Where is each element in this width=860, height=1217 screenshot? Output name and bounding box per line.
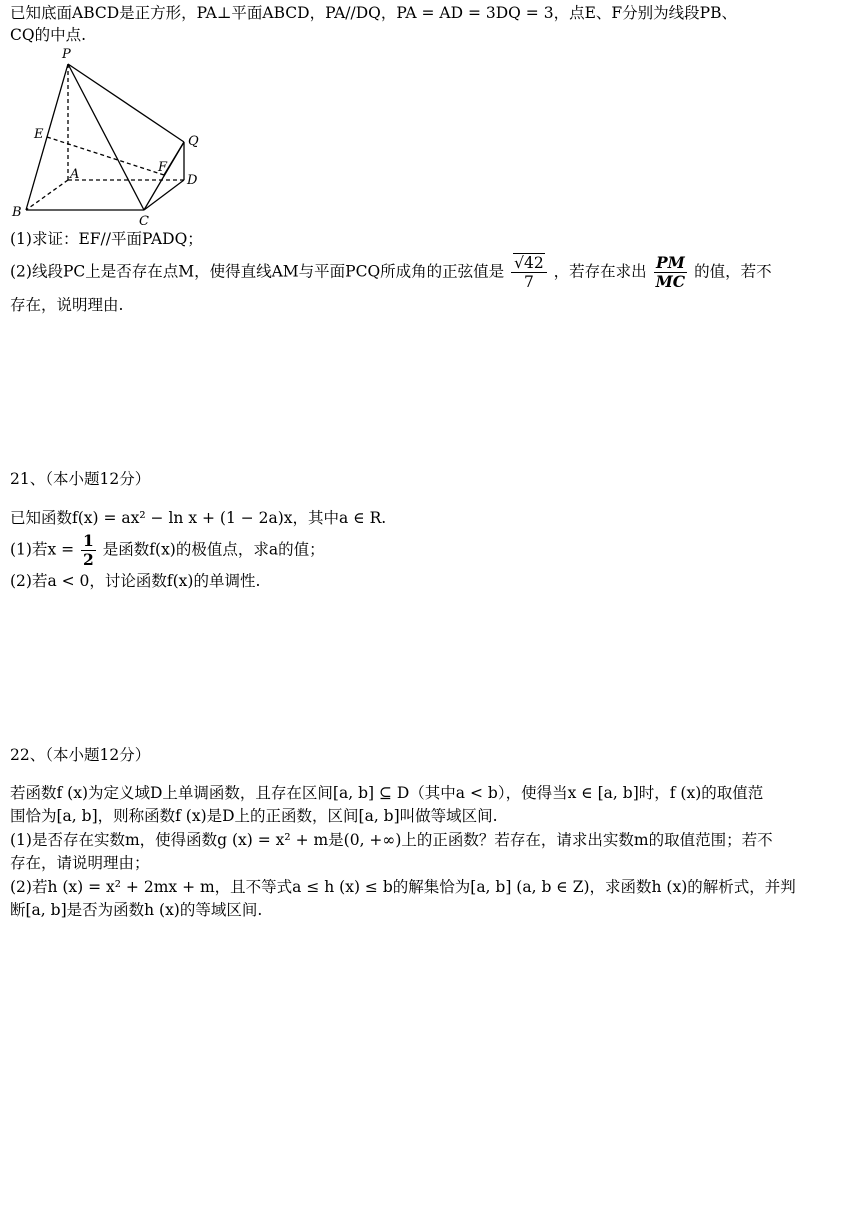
label-C: C — [139, 214, 149, 229]
q22-header: 22、（本小题12分） — [10, 746, 151, 764]
q22-part2-line2: 断[a, b]是否为函数h (x)的等域区间. — [10, 901, 263, 919]
q22-part2-line1: (2)若h (x) = x² + 2mx + m，且不等式a ≤ h (x) ≤ b的解集恰为[a, b] (a, b ∈ Z)，求函数h (x)的解析式，并判 — [10, 878, 796, 896]
q20-intro-line2: CQ的中点. — [10, 26, 86, 44]
q20-part2-text-b: ，若存在求出 — [553, 262, 647, 281]
ratio-numerator: PM — [654, 254, 688, 273]
sine-denominator: 7 — [523, 273, 534, 291]
label-D: D — [187, 173, 198, 188]
sine-numerator: √42 — [514, 254, 544, 272]
q21-header: 21、（本小题12分） — [10, 470, 151, 488]
ratio-fraction — [654, 254, 688, 291]
q20-part2-line2: 存在，说明理由. — [10, 296, 124, 314]
q21-part2: (2)若a < 0，讨论函数f(x)的单调性. — [10, 572, 261, 590]
label-F: F — [158, 160, 168, 175]
label-P: P — [62, 47, 71, 62]
ratio-denominator: MC — [655, 272, 686, 291]
q21-stem: 已知函数f(x) = ax² − ln x + (1 − 2a)x，其中a ∈ R. — [10, 509, 387, 527]
label-A: A — [70, 167, 80, 182]
q20-part2-text-a: (2)线段PC上是否存在点M，使得直线AM与平面PCQ所成角的正弦值是 — [10, 262, 505, 281]
label-Q: Q — [188, 134, 199, 149]
sine-value-fraction — [511, 254, 547, 291]
half-numerator: 1 — [83, 531, 94, 550]
q22-part1-line2: 存在，请说明理由； — [10, 854, 150, 872]
q20-part1: (1)求证：EF//平面PADQ； — [10, 230, 203, 248]
q20-intro-line1: 已知底面ABCD是正方形，PA⊥平面ABCD，PA//DQ，PA = AD = 3DQ = 3，点E、F分别为线段PB、 — [10, 4, 737, 22]
q20-part2-line1 — [10, 254, 772, 291]
half-fraction — [81, 532, 96, 569]
label-E: E — [34, 127, 44, 142]
q22-part1-line1: (1)是否存在实数m，使得函数g (x) = x² + m是(0, +∞)上的正函数？若存在，请求出实数m的取值范围；若不 — [10, 831, 773, 849]
q21-part1-text-b: 是函数f(x)的极值点，求a的值； — [102, 540, 325, 559]
q22-stem-line2: 围恰为[a, b]，则称函数f (x)是D上的正函数，区间[a, b]叫做等域区间. — [10, 807, 498, 825]
q21-part1 — [10, 532, 325, 569]
q20-part2-text-c: 的值，若不 — [694, 262, 772, 281]
half-denominator: 2 — [83, 550, 94, 569]
q21-part1-text-a: (1)若x = — [10, 540, 80, 559]
q22-stem-line1: 若函数f (x)为定义域D上单调函数，且存在区间[a, b] ⊆ D（其中a < b），使得当x ∈ [a, b]时，f (x)的取值范 — [10, 784, 764, 802]
geometry-figure — [8, 44, 208, 230]
label-B: B — [12, 205, 22, 220]
